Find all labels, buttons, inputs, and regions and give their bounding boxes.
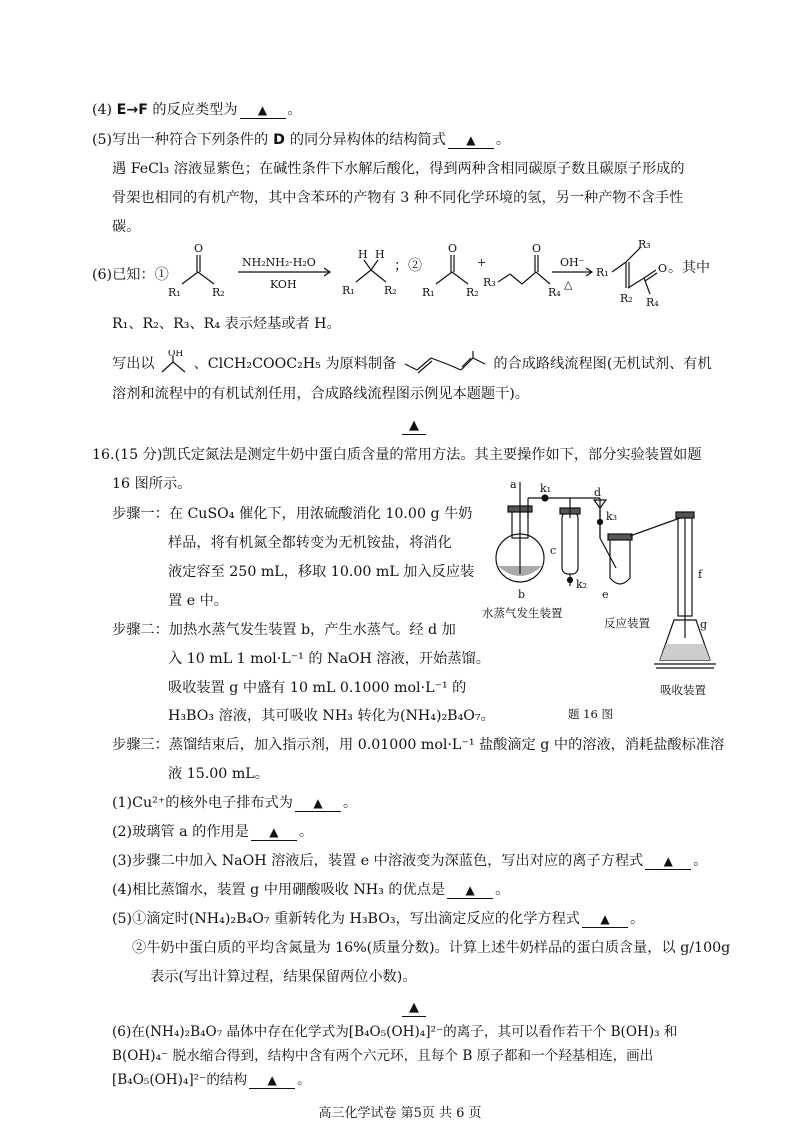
period: 。 xyxy=(297,1072,311,1088)
step1-line3: 液定容至 250 mL，移取 10.00 mL 加入反应装 xyxy=(168,564,475,580)
answer-mark-q16-5[interactable]: ▲ xyxy=(402,1000,426,1017)
svg-text:R₁: R₁ xyxy=(596,266,609,279)
svg-text:O: O xyxy=(532,242,542,255)
figure-caption: 题 16 图 xyxy=(568,707,613,721)
svg-text:O: O xyxy=(194,242,204,255)
answer-mark: ▲ xyxy=(267,1073,277,1087)
answer-blank[interactable]: ▲ xyxy=(448,132,494,149)
q15-part4: (4) E→F 的反应类型为 ▲ 。 xyxy=(92,102,302,118)
svg-text:。其中: 。其中 xyxy=(668,260,710,276)
q16-intro-line1: 16.(15 分)凯氏定氮法是测定牛奶中蛋白质含量的常用方法。其主要操作如下，部分实验装置如题 xyxy=(92,447,702,463)
q16-4: (4)相比蒸馏水，装置 g 中用硼酸吸收 NH₃ 的优点是 ▲ 。 xyxy=(112,882,510,898)
svg-text:R₂: R₂ xyxy=(212,286,225,299)
q16-5b-line1: ②牛奶中蛋白质的平均含氮量为 16%(质量分数)。计算上述牛奶样品的蛋白质含量，以 g/100g xyxy=(132,940,731,956)
svg-text:；②: ；② xyxy=(394,258,422,274)
steam-generator-caption: 水蒸气发生装置 xyxy=(482,606,563,620)
target-diene-structure xyxy=(401,350,489,376)
answer-blank[interactable]: ▲ xyxy=(295,795,341,812)
answer-blank[interactable]: ▲ xyxy=(582,911,628,928)
answer-mark-q15-6[interactable]: ▲ xyxy=(402,418,426,435)
e-to-f: E→F xyxy=(116,102,148,118)
q16-1: (1)Cu²⁺的核外电子排布式为 ▲ 。 xyxy=(112,795,358,811)
svg-text:k₂: k₂ xyxy=(576,578,588,591)
q15-part6-lead: (6)已知：① xyxy=(92,267,169,283)
svg-text:H: H xyxy=(358,248,368,261)
answer-blank[interactable]: ▲ xyxy=(240,102,286,119)
step1-line2: 样品，将有机氮全都转变为无机铵盐，将消化 xyxy=(168,535,452,551)
step2-line1: 步骤二：加热水蒸气发生装置 b，产生水蒸气。经 d 加 xyxy=(112,622,456,638)
q16-6-line3 xyxy=(112,1070,311,1090)
q15-part6-line3: 写出以 OH 、ClCH₂COOC₂H₅ 为原料制备 的合成路线流程图(无机试剂、有机 xyxy=(112,350,712,376)
svg-text:R₁: R₁ xyxy=(342,284,355,297)
svg-text:O: O xyxy=(448,242,458,255)
svg-text:R₂: R₂ xyxy=(620,292,633,305)
svg-text:g: g xyxy=(700,618,708,631)
q16-2: (2)玻璃管 a 的作用是 ▲ 。 xyxy=(112,824,314,840)
step2-line2: 入 10 mL 1 mol·L⁻¹ 的 NaOH 溶液，开始蒸馏。 xyxy=(168,651,490,667)
step3-line1: 步骤三：蒸馏结束后，加入指示剂，用 0.01000 mol·L⁻¹ 盐酸滴定 g 中的溶液，消耗盐酸标准溶 xyxy=(112,737,725,753)
q16-3: (3)步骤二中加入 NaOH 溶液后，装置 e 中溶液变为深蓝色，写出对应的离子方程式 ▲ 。 xyxy=(112,853,708,869)
svg-text:O: O xyxy=(658,262,668,275)
answer-blank[interactable] xyxy=(249,1072,295,1089)
page-footer: 高三化学试卷 第5页 共 6 页 xyxy=(318,1106,482,1121)
svg-text:k₃: k₃ xyxy=(606,510,618,523)
q15-part5-condition-3: 碳。 xyxy=(112,219,141,235)
step1-line1: 步骤一：在 CuSO₄ 催化下，用浓硫酸消化 10.00 g 牛奶 xyxy=(112,506,473,522)
apparatus-figure xyxy=(490,478,725,678)
q16-intro-line2: 16 图所示。 xyxy=(112,476,192,492)
svg-text:R₂: R₂ xyxy=(384,284,397,297)
svg-text:R₄: R₄ xyxy=(548,286,561,299)
svg-text:R₃: R₃ xyxy=(483,276,496,289)
q16-6-line3-text: [B₄O₅(OH)₄]²⁻的结构 xyxy=(112,1072,248,1088)
svg-text:b: b xyxy=(518,588,526,601)
svg-text:k₁: k₁ xyxy=(540,482,552,495)
svg-text:R₂: R₂ xyxy=(466,286,479,299)
q15-part5-condition-2: 骨架也相同的有机产物，其中含苯环的产物有 3 种不同化学环境的氢，另一种产物不含手性 xyxy=(112,190,684,206)
svg-text:R₁: R₁ xyxy=(168,286,181,299)
q16-6-line1: (6)在(NH₄)₂B₄O₇ 晶体中存在化学式为[B₄O₅(OH)₄]²⁻的离子，其可以看作若干个 B(OH)₃ 和 xyxy=(112,1024,678,1040)
svg-text:c: c xyxy=(550,544,557,557)
svg-text:OH: OH xyxy=(168,350,184,359)
isopropanol-structure xyxy=(159,350,189,376)
q15-part6-line4: 溶剂和流程中的有机试剂任用，合成路线流程图示例见本题题干)。 xyxy=(112,386,529,402)
step3-line2: 液 15.00 mL。 xyxy=(168,766,269,782)
svg-text:e: e xyxy=(602,588,609,601)
step2-line3: 吸收装置 g 中盛有 10 mL 0.1000 mol·L⁻¹ 的 xyxy=(168,680,467,696)
svg-text:R₄: R₄ xyxy=(646,296,659,309)
q15-part6-line2: R₁、R₂、R₃、R₄ 表示烃基或者 H。 xyxy=(112,316,341,332)
reaction-apparatus-caption: 反应装置 xyxy=(604,616,650,630)
svg-text:KOH: KOH xyxy=(270,278,297,291)
answer-blank[interactable]: ▲ xyxy=(251,824,297,841)
svg-text:d: d xyxy=(594,486,602,499)
q15-part5: (5)写出一种符合下列条件的 D 的同分异构体的结构简式 ▲ 。 xyxy=(92,132,511,148)
svg-text:△: △ xyxy=(564,278,573,291)
q16-5b-line2: 表示(写出计算过程，结果保留两位小数)。 xyxy=(150,969,417,985)
step1-line4: 置 e 中。 xyxy=(168,593,228,609)
step2-line4: H₃BO₃ 溶液，其可吸收 NH₃ 转化为(NH₄)₂B₄O₇。 xyxy=(168,708,495,724)
answer-blank[interactable]: ▲ xyxy=(645,853,691,870)
absorption-apparatus-caption: 吸收装置 xyxy=(660,683,706,697)
svg-text:R₁: R₁ xyxy=(422,286,435,299)
q16-5a: (5)①滴定时(NH₄)₂B₄O₇ 重新转化为 H₃BO₃，写出滴定反应的化学方程式 ▲ 。 xyxy=(112,911,645,927)
svg-text:NH₂NH₂·H₂O: NH₂NH₂·H₂O xyxy=(242,256,316,269)
q15-part5-condition-1: 遇 FeCl₃ 溶液显紫色；在碱性条件下水解后酸化，得到两种含相同碳原子数且碳原子形成的 xyxy=(112,161,685,177)
svg-text:+: + xyxy=(477,256,487,269)
known-reactions-scheme xyxy=(160,238,710,310)
svg-text:R₃: R₃ xyxy=(638,238,651,251)
svg-text:H: H xyxy=(375,248,385,261)
svg-text:a: a xyxy=(510,478,517,491)
answer-blank[interactable]: ▲ xyxy=(447,882,493,899)
svg-text:OH⁻: OH⁻ xyxy=(560,256,585,269)
q16-6-line2: B(OH)₄⁻ 脱水缩合得到，结构中含有两个六元环，且每个 B 原子都和一个羟基相连，画出 xyxy=(112,1048,654,1064)
svg-text:f: f xyxy=(698,568,703,581)
